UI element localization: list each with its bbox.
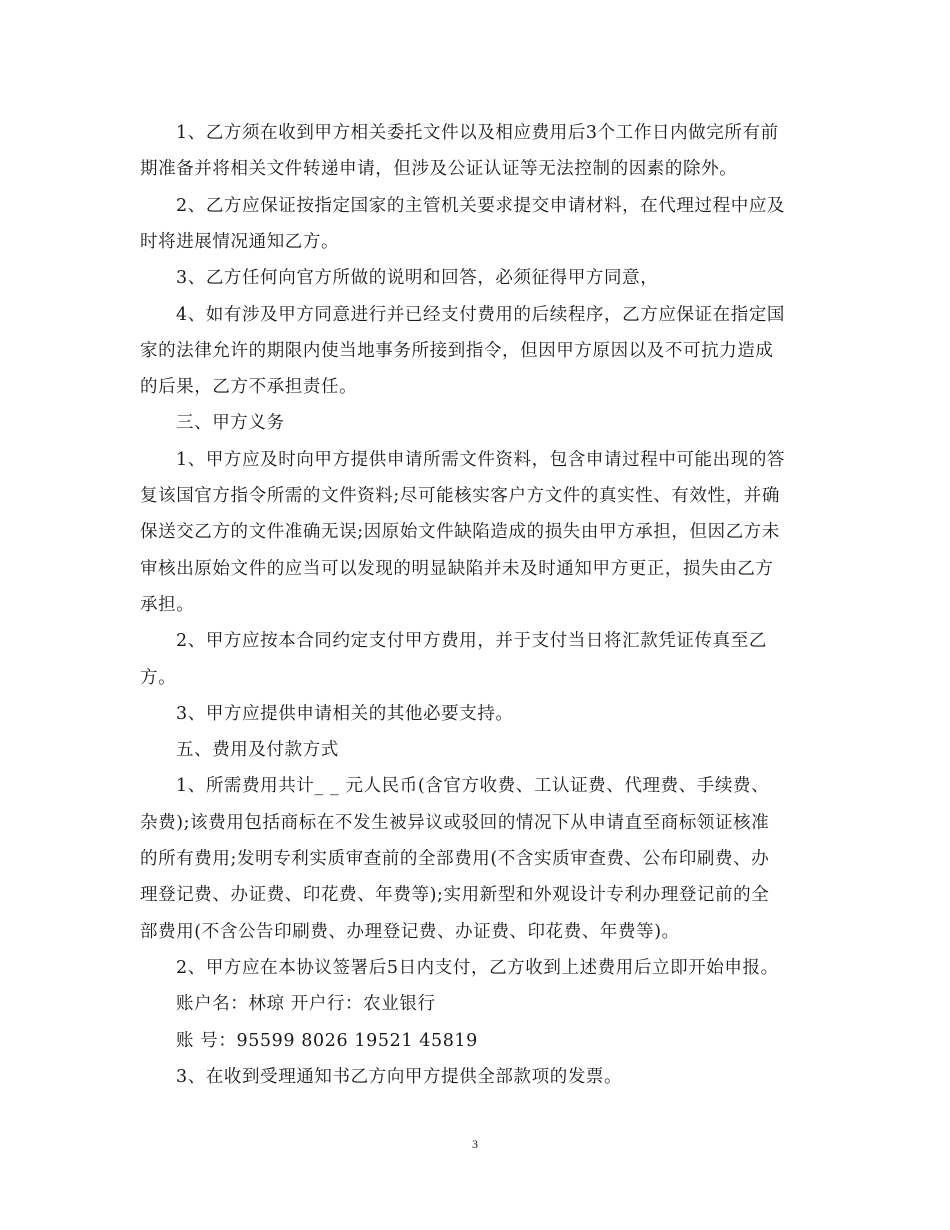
paragraph-first-line: 1、乙方须在收到甲方相关委托文件以及相应费用后3个工作日内做完所有前 [176, 123, 779, 143]
paragraph-first-line: 2、甲方应在本协议签署后5日内支付，乙方收到上述费用后立即开始申报。 [176, 957, 779, 978]
paragraph-line: 承担。 [140, 594, 195, 615]
paragraph-first-line: 4、如有涉及甲方同意进行并已经支付费用的后续程序，乙方应保证在指定国 [176, 304, 786, 325]
page-number: 3 [472, 1137, 478, 1151]
paragraph-first-line: 3、甲方应提供申请相关的其他必要支持。 [176, 703, 514, 724]
paragraph-line: 复该国官方指令所需的文件资料;尽可能核实客户方文件的真实性、有效性，并确 [140, 486, 780, 506]
paragraph-line: 的所有费用;发明专利实质审查前的全部费用(不含实质审查费、公布印刷费、办 [140, 849, 770, 869]
paragraph-line: 家的法律允许的期限内使当地事务所接到指令，但因甲方原因以及不可抗力造成 [140, 340, 774, 361]
paragraph-first-line: 3、乙方任何向官方所做的说明和回答，必须征得甲方同意， [176, 268, 659, 289]
paragraph-line: 的后果，乙方不承担责任。 [140, 377, 358, 398]
paragraph-line: 审核出原始文件的应当可以发现的明显缺陷并未及时通知甲方更正，损失由乙方 [140, 558, 774, 579]
paragraph-line: 时将进展情况通知乙方。 [140, 231, 340, 252]
paragraph-first-line: 2、乙方应保证按指定国家的主管机关要求提交申请材料，在代理过程中应及 [176, 195, 786, 216]
paragraph-first-line: 2、甲方应按本合同约定支付甲方费用，并于支付当日将汇款凭证传真至乙 [176, 631, 767, 652]
paragraph-line: 方。 [140, 667, 177, 688]
paragraph-first-line: 五、费用及付款方式 [176, 740, 339, 761]
paragraph-first-line: 账 号：95599 8026 19521 45819 [176, 1030, 478, 1051]
paragraph-first-line: 1、所需费用共计_ _ 元人民币(含官方收费、工认证费、代理费、手续费、 [176, 776, 770, 797]
paragraph-line: 保送交乙方的文件准确无误;因原始文件缺陷造成的损失由甲方承担，但因乙方未 [140, 522, 780, 543]
paragraph-first-line: 3、在收到受理通知书乙方向甲方提供全部款项的发票。 [176, 1066, 623, 1087]
paragraph-line: 部费用(不含公告印刷费、办理登记费、办证费、印花费、年费等)。 [140, 921, 680, 942]
paragraph-line: 理登记费、办证费、印花费、年费等);实用新型和外观设计专利办理登记前的全 [140, 885, 770, 906]
paragraph-first-line: 账户名：林琼 开户行：农业银行 [176, 994, 436, 1015]
paragraph-first-line: 1、甲方应及时向甲方提供申请所需文件资料，包含申请过程中可能出现的答 [176, 449, 786, 470]
paragraph-line: 杂费);该费用包括商标在不发生被异议或驳回的情况下从申请直至商标领证核准 [140, 812, 770, 833]
paragraph-line: 期准备并将相关文件转递申请，但涉及公证认证等无法控制的因素的除外。 [140, 159, 738, 180]
paragraph-first-line: 三、甲方义务 [176, 413, 285, 434]
